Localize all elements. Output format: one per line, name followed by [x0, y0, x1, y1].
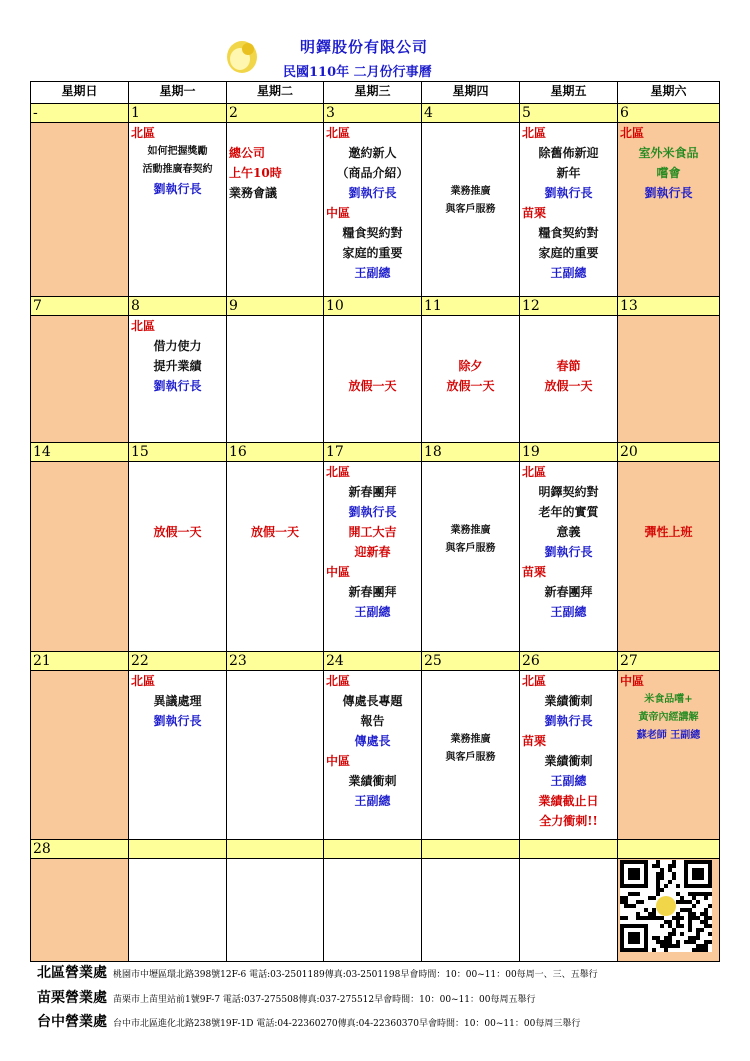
- event-line: 傳處長專題: [342, 694, 403, 708]
- event-line: [324, 336, 421, 356]
- event-line: [422, 502, 519, 522]
- event-line: [227, 123, 323, 143]
- event-line: 北區: [131, 126, 156, 140]
- event-row: [31, 123, 720, 297]
- event-line: 劉執行長: [153, 182, 202, 196]
- event-line: [324, 316, 421, 336]
- event-line: 邀約新人: [348, 146, 397, 160]
- date-number: [618, 840, 720, 859]
- event-line: 活動推廣春契約: [142, 164, 213, 175]
- date-number: 26: [520, 652, 618, 671]
- event-line: 新年: [556, 166, 581, 180]
- date-number: 22: [129, 652, 227, 671]
- event-line: [324, 356, 421, 376]
- event-line: 王副總: [550, 266, 587, 280]
- event-line: [129, 462, 226, 482]
- date-number: [129, 840, 227, 859]
- event-line: 業績衝刺: [544, 694, 593, 708]
- date-row: [31, 104, 720, 123]
- date-row: [31, 840, 720, 859]
- date-number: [520, 840, 618, 859]
- day-cell: [324, 671, 422, 840]
- day-cell: [31, 462, 129, 652]
- event-line: [618, 462, 719, 482]
- event-line: 劉執行長: [348, 186, 397, 200]
- event-line: 北區: [131, 319, 156, 333]
- event-line: 黃帝內經講解: [638, 712, 699, 723]
- day-cell: [31, 123, 129, 297]
- event-line: 除舊佈新迎: [538, 146, 599, 160]
- date-row: [31, 652, 720, 671]
- day-cell: [129, 859, 227, 962]
- event-line: （商品介紹）: [336, 166, 409, 180]
- event-line: 王副總: [354, 266, 391, 280]
- event-row: [31, 316, 720, 443]
- event-line: 全力衝刺!!: [539, 814, 598, 828]
- event-line: [520, 316, 617, 336]
- date-number: 4: [422, 104, 520, 123]
- event-line: 除夕: [458, 359, 483, 373]
- event-row: [31, 859, 720, 962]
- footer-branch-info: 苗栗市上苗里站前1號9F-7 電話:037-275508傳真:037-275512早會時間：10：00~11：00每周五舉行: [113, 995, 536, 1005]
- event-line: 北區: [131, 674, 156, 688]
- event-line: 如何把握獎勵: [147, 146, 208, 157]
- weekday-mon: 星期一: [129, 82, 227, 104]
- event-line: 北區: [522, 465, 547, 479]
- event-line: [129, 502, 226, 522]
- event-line: 彈性上班: [644, 525, 693, 539]
- event-line: [422, 316, 519, 336]
- date-number: 2: [227, 104, 324, 123]
- day-cell: [324, 859, 422, 962]
- event-row: [31, 462, 720, 652]
- event-line: 苗栗: [522, 206, 547, 220]
- footer-branch-info: 台中市北區進化北路238號19F-1D 電話:04-22360270傳真:04-22360370早會時間：10：00~11：00每周三舉行: [113, 1019, 581, 1029]
- event-line: 劉執行長: [153, 379, 202, 393]
- company-logo-icon: [222, 35, 262, 75]
- footer-branch-taichung: [37, 1011, 737, 1031]
- event-line: 傳處長: [354, 734, 391, 748]
- event-line: 老年的實質: [538, 505, 599, 519]
- event-line: 北區: [326, 674, 351, 688]
- event-line: 業績截止日: [538, 794, 599, 808]
- day-cell: [31, 671, 129, 840]
- date-number: 21: [31, 652, 129, 671]
- day-cell: [227, 316, 324, 443]
- footer-branch-north: [37, 962, 737, 982]
- day-cell: [520, 671, 618, 840]
- event-line: 王副總: [550, 774, 587, 788]
- event-line: [227, 482, 323, 502]
- weekday-sat: 星期六: [618, 82, 720, 104]
- event-line: 明鐸契約對: [538, 485, 599, 499]
- date-number: [422, 840, 520, 859]
- event-line: 借力使力: [153, 339, 202, 353]
- footer-branch-info: 桃園市中壢區環北路398號12F-6 電話:03-2501189傳真:03-2501198早會時間：10：00~11：00每周一、三、五舉行: [113, 970, 598, 980]
- event-line: 中區: [326, 206, 351, 220]
- event-line: 新春團拜: [544, 585, 593, 599]
- date-number: 16: [227, 443, 324, 462]
- event-line: [422, 336, 519, 356]
- event-line: [618, 502, 719, 522]
- date-number: 20: [618, 443, 720, 462]
- date-number: 3: [324, 104, 422, 123]
- day-cell: [324, 123, 422, 297]
- day-cell: [422, 316, 520, 443]
- event-line: 業績衝刺: [544, 754, 593, 768]
- day-cell: [618, 123, 720, 297]
- calendar-subtitle: 民國110年 二月份行事曆: [283, 65, 432, 80]
- event-line: 王副總: [550, 605, 587, 619]
- event-line: 報告: [360, 714, 385, 728]
- event-line: 業務會議: [229, 186, 278, 200]
- weekday-thu: 星期四: [422, 82, 520, 104]
- event-row: [31, 671, 720, 840]
- day-cell: [422, 123, 520, 297]
- date-number: 6: [618, 104, 720, 123]
- event-line: 北區: [326, 126, 351, 140]
- date-number: 15: [129, 443, 227, 462]
- event-line: 與客戶服務: [445, 752, 496, 763]
- date-number: 14: [31, 443, 129, 462]
- weekday-fri: 星期五: [520, 82, 618, 104]
- event-line: 米食品嚐+: [644, 694, 693, 705]
- event-line: 北區: [522, 674, 547, 688]
- day-cell: [227, 671, 324, 840]
- day-cell: [324, 462, 422, 652]
- event-line: 中區: [620, 674, 645, 688]
- event-line: [618, 482, 719, 502]
- event-line: 放假一天: [348, 379, 397, 393]
- day-cell: [422, 671, 520, 840]
- event-line: 苗栗: [522, 565, 547, 579]
- date-number: 19: [520, 443, 618, 462]
- event-line: 蘇老師 王副總: [636, 730, 701, 741]
- event-line: [422, 143, 519, 163]
- event-line: 放假一天: [544, 379, 593, 393]
- date-number: 23: [227, 652, 324, 671]
- day-cell: [422, 462, 520, 652]
- date-number: 12: [520, 297, 618, 316]
- day-cell: [129, 123, 227, 297]
- event-line: 室外米食品: [638, 146, 699, 160]
- footer-branch-name: 台中營業處: [37, 1014, 107, 1030]
- event-line: 糧食契約對: [342, 226, 403, 240]
- weekday-header-row: [31, 82, 720, 104]
- day-cell: [618, 316, 720, 443]
- date-number: 5: [520, 104, 618, 123]
- event-line: 新春團拜: [348, 585, 397, 599]
- event-line: 王副總: [354, 794, 391, 808]
- footer-branch-name: 北區營業處: [37, 965, 107, 981]
- day-cell: [520, 123, 618, 297]
- qr-code: [620, 860, 712, 952]
- date-number: [227, 840, 324, 859]
- event-line: 劉執行長: [544, 714, 593, 728]
- date-number: 27: [618, 652, 720, 671]
- event-line: 業務推廣: [450, 186, 491, 197]
- weekday-sun: 星期日: [31, 82, 129, 104]
- day-cell: [227, 123, 324, 297]
- date-number: [324, 840, 422, 859]
- event-line: [227, 502, 323, 522]
- event-line: [129, 482, 226, 502]
- event-line: [422, 163, 519, 183]
- event-line: 業績衝刺: [348, 774, 397, 788]
- event-line: 新春團拜: [348, 485, 397, 499]
- event-line: [227, 462, 323, 482]
- event-line: 家庭的重要: [538, 246, 599, 260]
- event-line: 劉執行長: [153, 714, 202, 728]
- day-cell: [520, 462, 618, 652]
- event-line: 迎新春: [354, 545, 391, 559]
- event-line: 嚐會: [656, 166, 681, 180]
- date-number: 9: [227, 297, 324, 316]
- event-line: 業務推廣: [450, 525, 491, 536]
- event-line: 上午10時: [229, 166, 282, 180]
- event-line: [422, 711, 519, 731]
- weekday-wed: 星期三: [324, 82, 422, 104]
- event-line: 放假一天: [153, 525, 202, 539]
- date-number: 28: [31, 840, 129, 859]
- day-cell: [618, 671, 720, 840]
- event-line: 中區: [326, 565, 351, 579]
- date-number: 1: [129, 104, 227, 123]
- event-line: 劉執行長: [644, 186, 693, 200]
- date-row: [31, 443, 720, 462]
- event-line: 意義: [556, 525, 581, 539]
- date-number: 17: [324, 443, 422, 462]
- event-line: 春節: [556, 359, 581, 373]
- event-line: [422, 671, 519, 691]
- event-line: 與客戶服務: [445, 204, 496, 215]
- event-line: [422, 123, 519, 143]
- footer-branch-name: 苗栗營業處: [37, 990, 107, 1006]
- calendar-header: [0, 30, 750, 80]
- event-line: 與客戶服務: [445, 543, 496, 554]
- event-line: 放假一天: [250, 525, 299, 539]
- event-line: 糧食契約對: [538, 226, 599, 240]
- company-name: 明鐸股份有限公司: [300, 38, 429, 56]
- day-cell: [129, 316, 227, 443]
- day-cell: [31, 316, 129, 443]
- day-cell: [129, 462, 227, 652]
- date-number: -: [31, 104, 129, 123]
- date-number: 10: [324, 297, 422, 316]
- event-line: 苗栗: [522, 734, 547, 748]
- event-line: 北區: [326, 465, 351, 479]
- event-line: 開工大吉: [348, 525, 397, 539]
- day-cell: [422, 859, 520, 962]
- date-number: 25: [422, 652, 520, 671]
- event-line: 北區: [522, 126, 547, 140]
- date-number: 7: [31, 297, 129, 316]
- day-cell: [618, 462, 720, 652]
- event-line: [422, 462, 519, 482]
- event-line: 劉執行長: [544, 545, 593, 559]
- qr-code-icon: [620, 860, 712, 952]
- weekday-tue: 星期二: [227, 82, 324, 104]
- date-number: 18: [422, 443, 520, 462]
- day-cell: [129, 671, 227, 840]
- day-cell: [227, 859, 324, 962]
- event-line: 劉執行長: [348, 505, 397, 519]
- event-line: 中區: [326, 754, 351, 768]
- event-line: 異議處理: [153, 694, 202, 708]
- day-cell: [520, 316, 618, 443]
- event-line: 北區: [620, 126, 645, 140]
- date-number: 11: [422, 297, 520, 316]
- event-line: [422, 482, 519, 502]
- event-line: [520, 336, 617, 356]
- event-line: 提升業績: [153, 359, 202, 373]
- date-number: 8: [129, 297, 227, 316]
- month-calendar: [30, 81, 720, 962]
- date-row: [31, 297, 720, 316]
- footer-branch-miaoli: [37, 987, 737, 1007]
- event-line: 放假一天: [446, 379, 495, 393]
- event-line: 家庭的重要: [342, 246, 403, 260]
- date-number: 24: [324, 652, 422, 671]
- event-line: 業務推廣: [450, 734, 491, 745]
- event-line: 劉執行長: [544, 186, 593, 200]
- event-line: [422, 691, 519, 711]
- event-line: 王副總: [354, 605, 391, 619]
- day-cell: [227, 462, 324, 652]
- date-number: 13: [618, 297, 720, 316]
- day-cell: [324, 316, 422, 443]
- event-line: 總公司: [229, 146, 266, 160]
- day-cell: [31, 859, 129, 962]
- day-cell: [520, 859, 618, 962]
